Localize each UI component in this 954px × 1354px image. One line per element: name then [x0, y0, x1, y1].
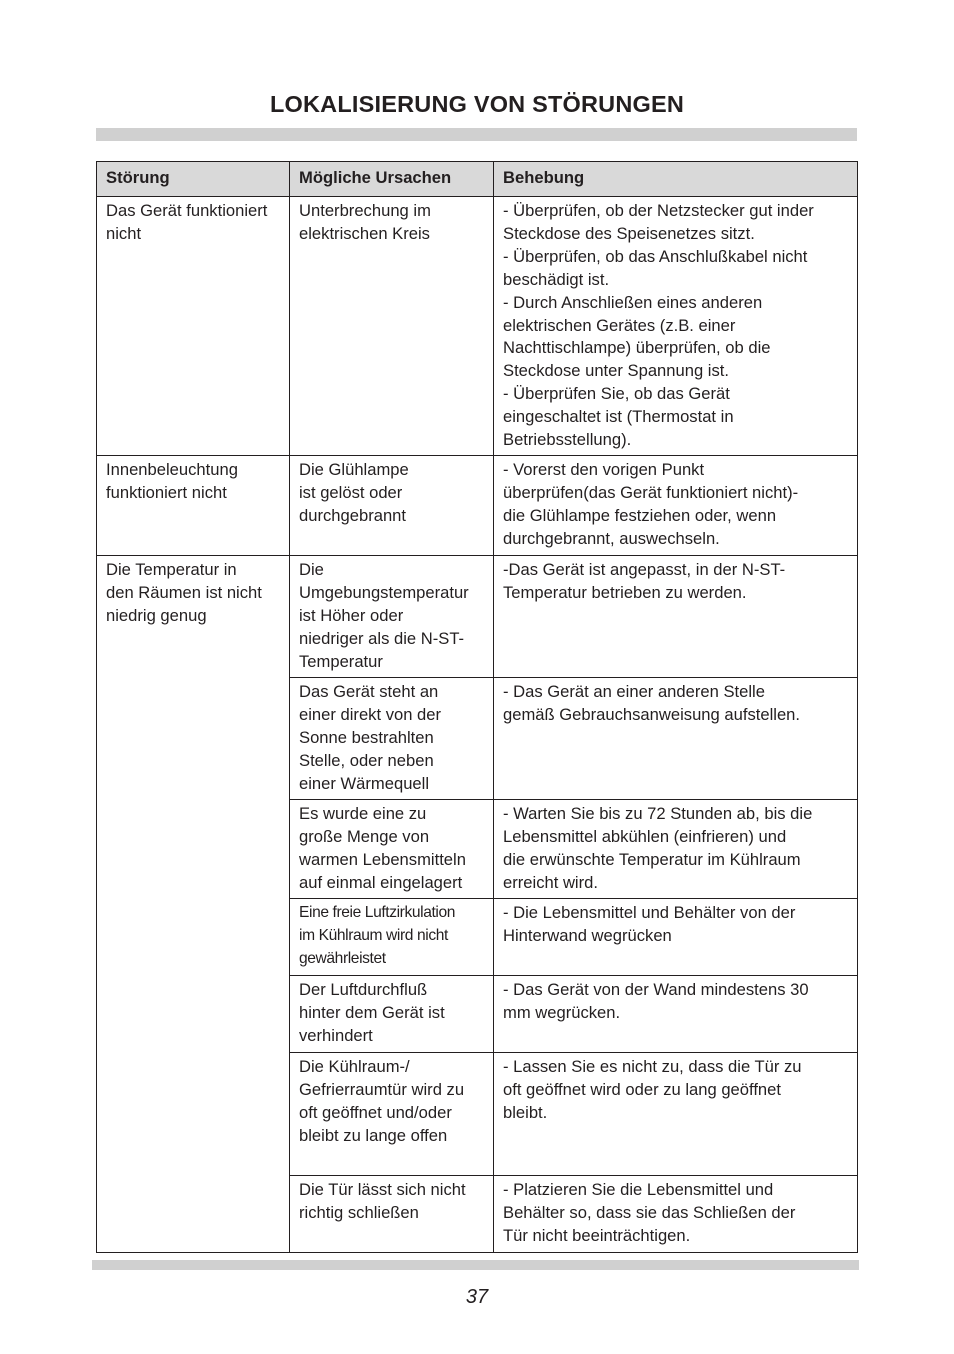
page-number: 37 — [465, 1286, 489, 1308]
footer-divider-bar — [92, 1260, 859, 1270]
title-divider-bar — [96, 128, 857, 141]
column-header-fix: Behebung — [494, 162, 858, 197]
fix-text: -Das Gerät ist angepasst, in der N-ST- Temperatur betrieben zu werden. — [503, 560, 786, 602]
fix-cell — [494, 1176, 858, 1253]
table-header-row — [97, 162, 858, 197]
cause-text: Der Luftdurchfluß hinter dem Gerät ist verhindert — [299, 980, 445, 1045]
cause-cell — [290, 678, 494, 800]
issue-text: Das Gerät funktioniert nicht — [106, 201, 268, 243]
column-header-cause: Mögliche Ursachen — [290, 162, 494, 197]
page-title: LOKALISIERUNG VON STÖRUNGEN — [269, 91, 685, 117]
fix-text: - Warten Sie bis zu 72 Stunden ab, bis die Lebensmittel abkühlen (einfrieren) und die erwünschte Temperatur im Kühlraum erreicht wird. — [503, 804, 813, 892]
fix-text: - Vorerst den vorigen Punkt überprüfen(das Gerät funktioniert nicht)- die Glühlampe festziehen oder, wenn durchgebrannt, auswechseln. — [503, 460, 799, 548]
cause-cell — [290, 197, 494, 456]
fix-text: - Das Gerät an einer anderen Stelle gemäß Gebrauchsanweisung aufstellen. — [503, 682, 801, 724]
column-header-issue: Störung — [97, 162, 290, 197]
cause-cell — [290, 800, 494, 899]
cause-text: Die Kühlraum-/ Gefrierraumtür wird zu oft geöffnet und/oder bleibt zu lange offen — [299, 1057, 465, 1145]
table-row — [97, 197, 858, 456]
fix-cell — [494, 800, 858, 899]
fix-text: - Die Lebensmittel und Behälter von der Hinterwand wegrücken — [503, 903, 796, 945]
fix-cell — [494, 456, 858, 556]
cause-text: Unterbrechung im elektrischen Kreis — [299, 201, 431, 243]
cause-cell — [290, 1176, 494, 1253]
table-row — [97, 556, 858, 678]
table-row — [97, 456, 858, 556]
issue-cell — [97, 556, 290, 1253]
fix-text: - Das Gerät von der Wand mindestens 30 mm wegrücken. — [503, 980, 809, 1022]
cause-cell — [290, 976, 494, 1053]
fix-text: - Platzieren Sie die Lebensmittel und Behälter so, dass sie das Schließen der Tür nicht beeinträchtigen. — [503, 1180, 796, 1245]
cause-cell — [290, 456, 494, 556]
fix-cell — [494, 678, 858, 800]
issue-text: Die Temperatur in den Räumen ist nicht niedrig genug — [106, 560, 262, 625]
cause-text: Die Tür lässt sich nicht richtig schließen — [299, 1180, 466, 1222]
cause-cell — [290, 556, 494, 678]
fix-text: - Lassen Sie es nicht zu, dass die Tür zu oft geöffnet wird oder zu lang geöffnet bleibt. — [503, 1057, 802, 1122]
issue-cell — [97, 197, 290, 456]
fix-cell — [494, 899, 858, 976]
cause-text: Das Gerät steht an einer direkt von der Sonne bestrahlten Stelle, oder neben einer Wärmequell — [299, 682, 442, 793]
cause-cell — [290, 899, 494, 976]
cause-text: Die Glühlampe ist gelöst oder durchgebrannt — [299, 460, 409, 525]
fix-cell — [494, 197, 858, 456]
fix-cell — [494, 976, 858, 1053]
troubleshooting-table — [96, 161, 858, 1253]
cause-text: Es wurde eine zu große Menge von warmen Lebensmitteln auf einmal eingelagert — [299, 804, 466, 892]
fix-text: - Überprüfen, ob der Netzstecker gut inder Steckdose des Speisenetzes sitzt. - Überprüfen, ob das Anschlußkabel nicht beschädigt ist. - Durch Anschließen eines anderen elektrischen Gerätes (z.B. einer Nachttischlampe) überprüfen, ob die Steckdose unter Spannung ist. - Überprüfen Sie, ob das Gerät eingeschaltet ist (Thermostat in Betriebsstellung). — [503, 201, 814, 450]
issue-cell — [97, 456, 290, 556]
issue-text: Innenbeleuchtung funktioniert nicht — [106, 460, 238, 502]
cause-text: Eine freie Luftzirkulation im Kühlraum wird nicht gewährleistet — [299, 904, 456, 967]
fix-cell — [494, 556, 858, 678]
fix-cell — [494, 1053, 858, 1176]
cause-text: Die Umgebungstemperatur ist Höher oder niedriger als die N-ST- Temperatur — [299, 560, 469, 671]
cause-cell — [290, 1053, 494, 1176]
